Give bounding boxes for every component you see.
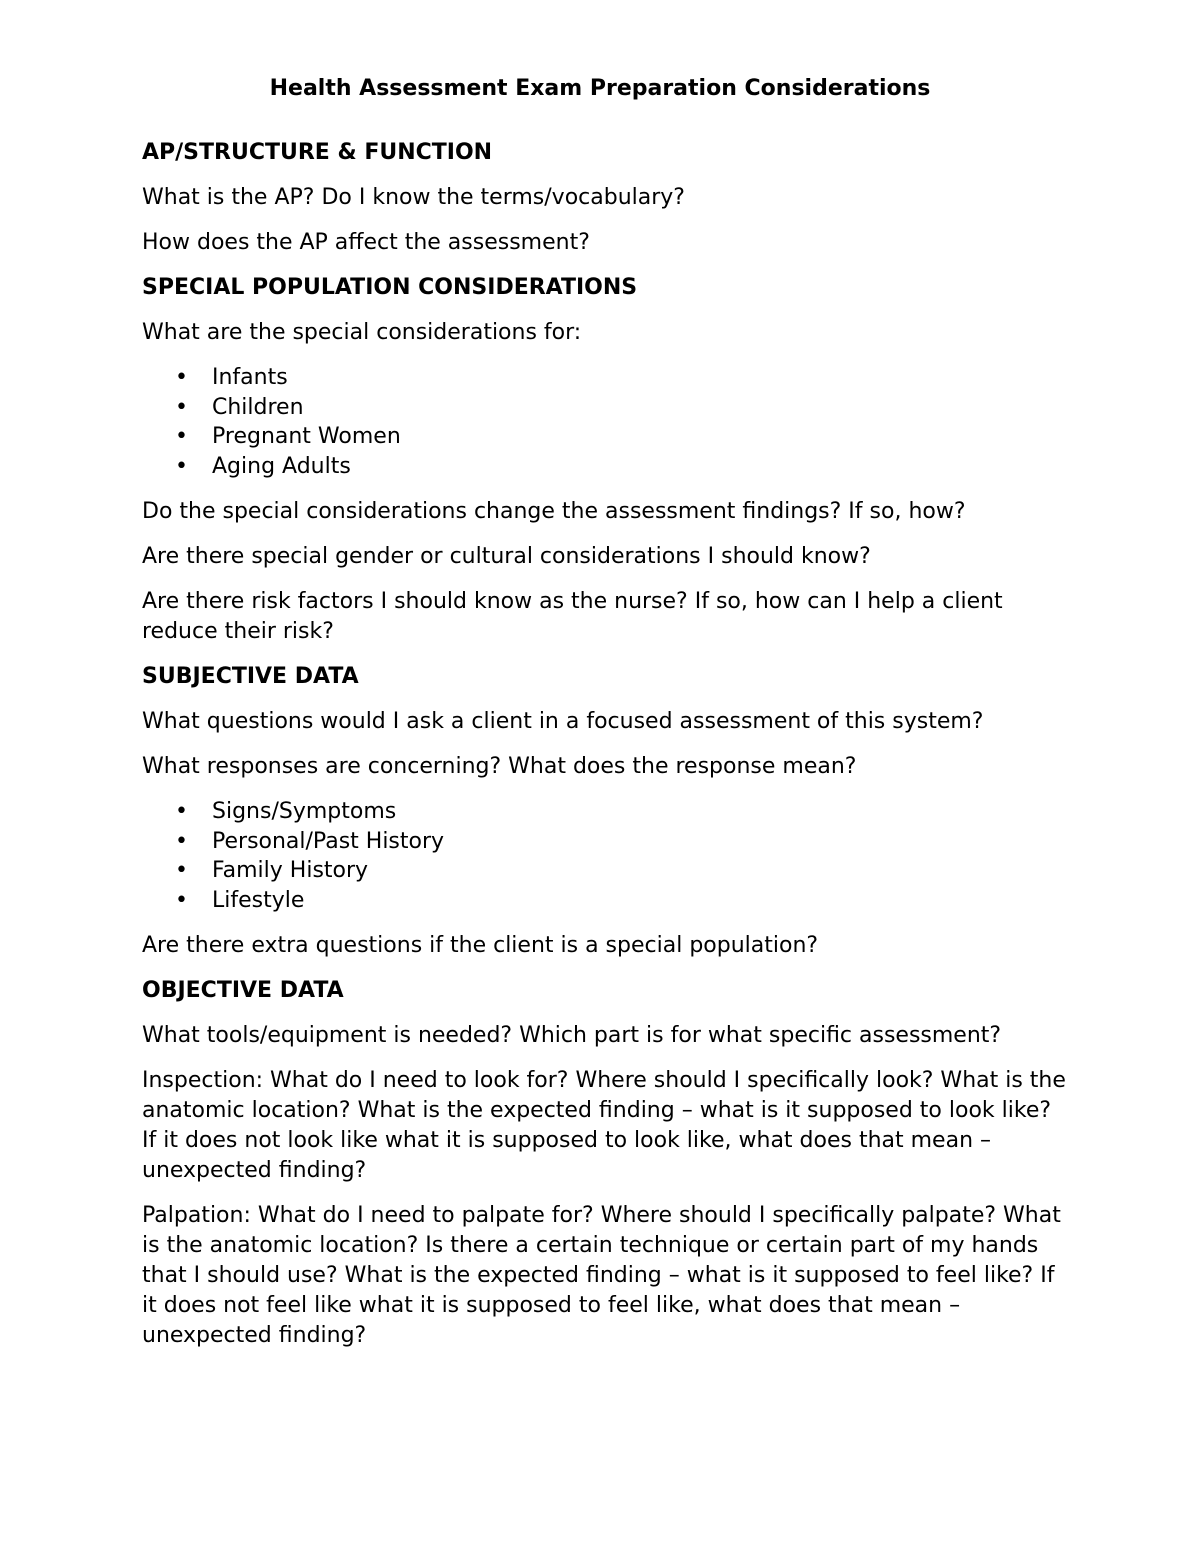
paragraph: What is the AP? Do I know the terms/vocabulary? — [142, 185, 685, 210]
bullet-icon: • — [175, 424, 188, 450]
section-heading: AP/STRUCTURE & FUNCTION — [142, 140, 493, 165]
paragraph: Are there special gender or cultural considerations I should know? — [142, 543, 871, 569]
bullet-icon: • — [175, 887, 188, 913]
bullet-icon: • — [175, 454, 188, 480]
list-item — [142, 856, 1072, 886]
bullet-icon: • — [175, 858, 188, 884]
list-item-text: Aging Adults — [212, 454, 351, 480]
bullet-icon: • — [175, 828, 188, 854]
paragraph: Are there risk factors I should know as the nurse? If so, how can I help a client reduce their risk? — [142, 588, 1003, 644]
bullet-icon: • — [175, 798, 188, 824]
paragraph: What responses are concerning? What does the response mean? — [142, 753, 857, 779]
document-body — [142, 138, 1072, 1366]
section-special-population — [142, 273, 1072, 647]
list-item — [142, 452, 1072, 482]
list-item-text: Pregnant Women — [212, 424, 401, 450]
paragraph: Palpation: What do I need to palpate for? Where should I specifically palpate? What is the anatomic location? Is there a certain technique or certain part of my hands that I should use? What is the expected finding – what is it supposed to feel like? If it does not feel like what it is supposed to feel like, what does that mean – unexpected finding? — [142, 1202, 1061, 1348]
list-item — [142, 393, 1072, 423]
list-item — [142, 363, 1072, 393]
paragraph: What are the special considerations for: — [142, 320, 582, 345]
list-item-text: Lifestyle — [212, 887, 305, 913]
list-item-text: Personal/Past History — [212, 828, 445, 854]
section-heading: SUBJECTIVE DATA — [142, 663, 359, 689]
list-item-text: Infants — [212, 365, 288, 390]
list-item — [142, 827, 1072, 857]
paragraph: How does the AP affect the assessment? — [142, 230, 590, 255]
list-item-text: Children — [212, 394, 304, 420]
list-item — [142, 422, 1072, 452]
list-item-text: Family History — [212, 858, 369, 884]
section-objective-data — [142, 976, 1072, 1351]
section-heading: SPECIAL POPULATION CONSIDERATIONS — [142, 275, 638, 300]
paragraph: Are there extra questions if the client is a special population? — [142, 932, 819, 958]
bullet-icon: • — [175, 365, 188, 390]
bullet-icon: • — [175, 394, 188, 420]
paragraph: What questions would I ask a client in a focused assessment of this system? — [142, 708, 984, 734]
list-item — [142, 886, 1072, 916]
paragraph: What tools/equipment is needed? Which part is for what specific assessment? — [142, 1022, 1002, 1048]
paragraph: Inspection: What do I need to look for? Where should I specifically look? What is the anatomic location? What is the expected finding – what is it supposed to look like? If it does not look like what it is supposed to look like, what does that mean – unexpected finding? — [142, 1067, 1066, 1183]
bullet-list-responses — [142, 797, 1072, 916]
document-title: Health Assessment Exam Preparation Considerations — [269, 76, 931, 101]
section-ap-structure-function — [142, 138, 1072, 258]
section-subjective-data — [142, 662, 1072, 961]
paragraph: Do the special considerations change the assessment findings? If so, how? — [142, 498, 966, 524]
list-item-text: Signs/Symptoms — [212, 798, 397, 824]
list-item — [142, 797, 1072, 827]
bullet-list-populations — [142, 363, 1072, 482]
section-heading: OBJECTIVE DATA — [142, 977, 344, 1003]
